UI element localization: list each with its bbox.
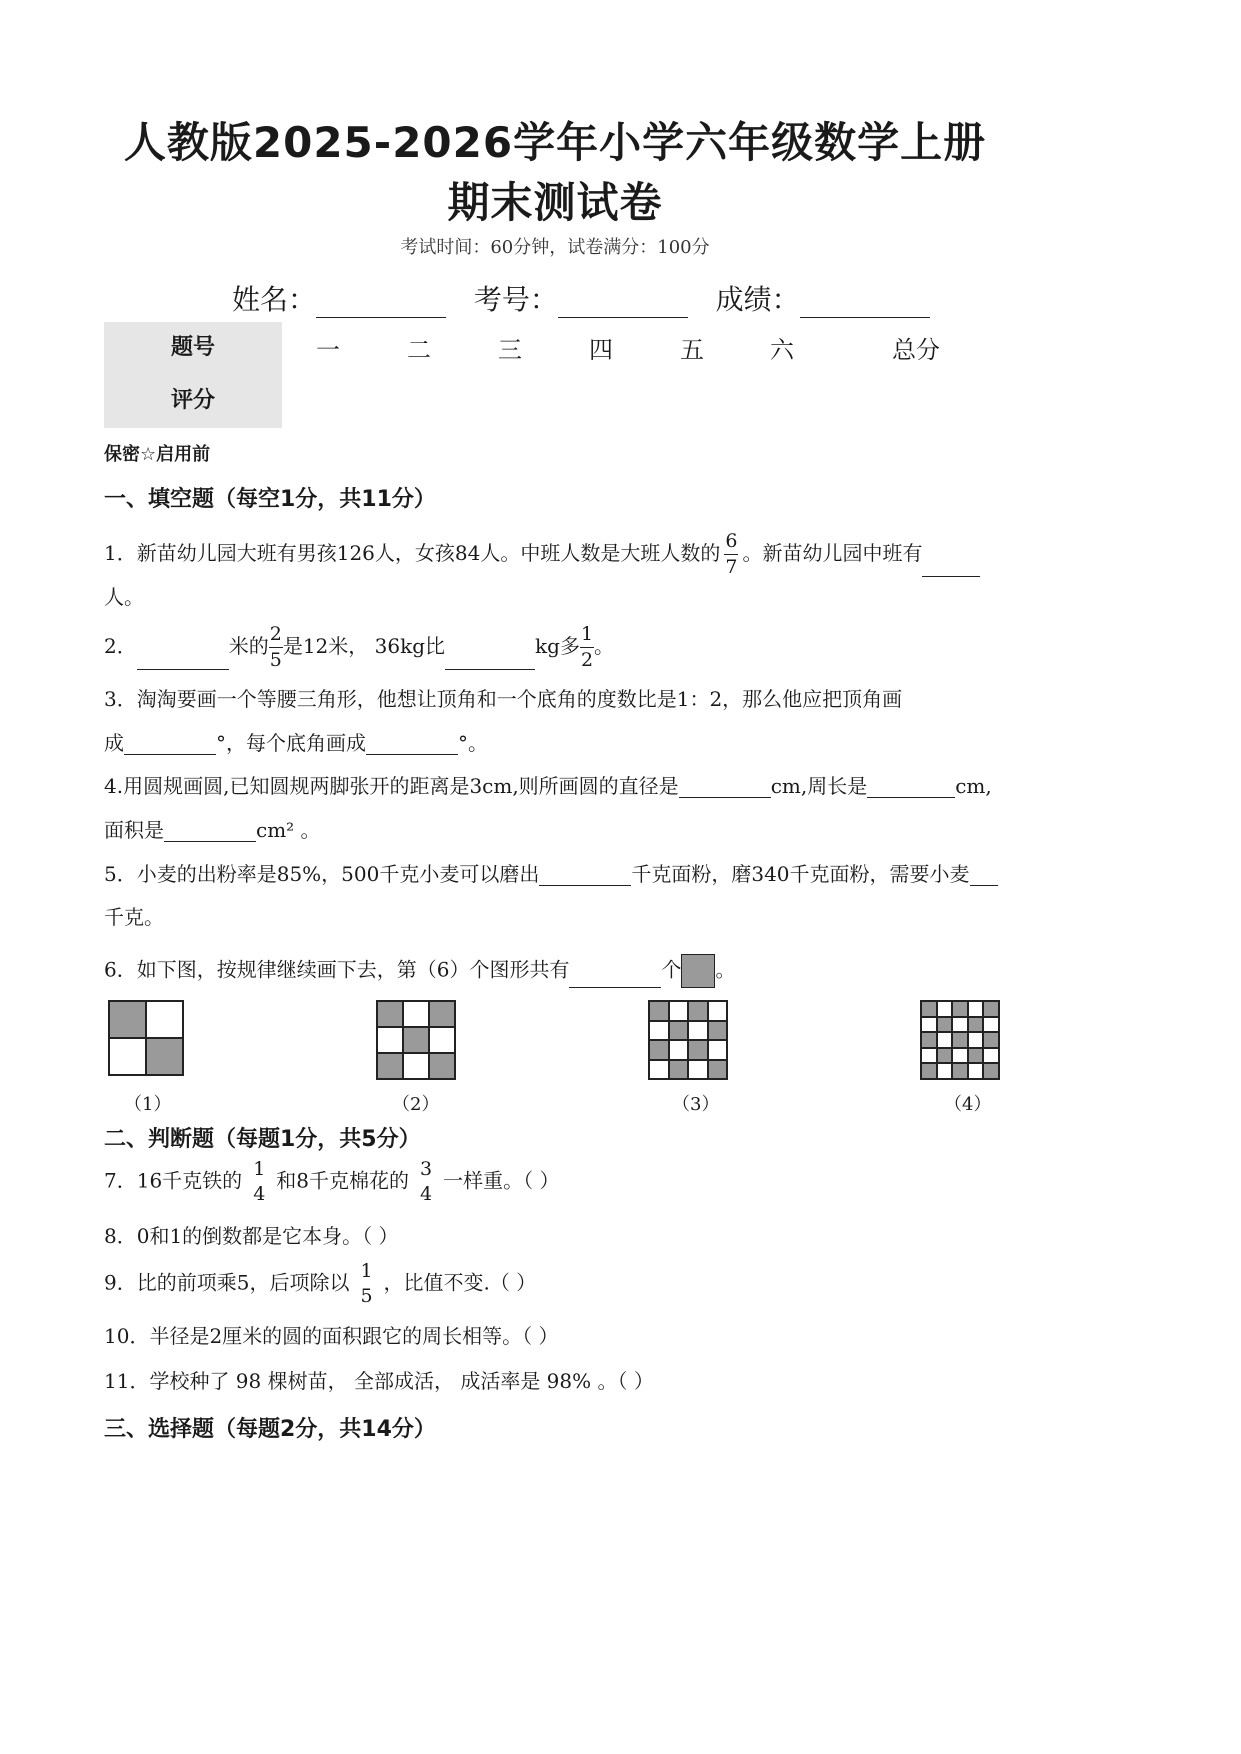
question-2 — [104, 625, 614, 670]
q7-text-b: 和8千克棉花的 — [276, 1168, 410, 1193]
q9-text-b: ，比值不变.（ ） — [383, 1270, 537, 1295]
q1-blank[interactable] — [922, 576, 980, 577]
q2-text-e: 。 — [594, 634, 615, 658]
q4-text-e: cm² 。 — [256, 818, 321, 842]
figure-caption-2: （2） — [392, 1094, 440, 1115]
q2-blank-2[interactable] — [445, 669, 535, 670]
exam-number-label: 考号： — [473, 283, 558, 316]
exam-title-line1: 人教版2025-2026学年小学六年级数学上册 — [123, 118, 987, 167]
question-3: 3．淘淘要画一个等腰三角形，他想让顶角和一个底角的度数比是1：2，那么他应把顶角画 — [104, 687, 903, 711]
q5-blank-1[interactable] — [539, 885, 631, 886]
question-8: 8．0和1的倒数都是它本身。（ ） — [104, 1224, 399, 1248]
figure-caption-4: （4） — [944, 1094, 992, 1115]
question-1 — [104, 532, 980, 577]
fraction-1-4: 1 4 — [253, 1158, 266, 1205]
fraction-1-5: 1 5 — [360, 1260, 373, 1307]
q2-text-d: kg多 — [535, 634, 580, 658]
q6-blank[interactable] — [569, 987, 661, 988]
section-1-heading: 一、填空题（每空1分，共11分） — [104, 487, 436, 512]
q4-text-a: 4.用圆规画圆,已知圆规两脚张开的距离是3cm,则所画圆的直径是 — [104, 774, 679, 798]
q5-text-b: 千克面粉，磨340千克面粉，需要小麦 — [631, 862, 970, 886]
q3-text-b: 成 — [104, 731, 124, 755]
question-1-cont: 人。 — [104, 585, 144, 609]
score-col-2: 二 — [407, 336, 431, 364]
question-11: 11．学校种了 98 棵树苗， 全部成活， 成活率是 98% 。（ ） — [104, 1369, 654, 1393]
score-col-5: 五 — [680, 336, 704, 364]
score-col-4: 四 — [589, 336, 613, 364]
q5-blank-2[interactable] — [970, 885, 998, 886]
q1-text: 1．新苗幼儿园大班有男孩126人，女孩84人。中班人数是大班人数的 — [104, 541, 721, 565]
student-info-row — [232, 278, 930, 318]
name-blank[interactable] — [316, 317, 446, 318]
section-2-heading: 二、判断题（每题1分，共5分） — [104, 1127, 421, 1152]
score-label: 成绩： — [715, 283, 800, 316]
question-4-cont — [104, 818, 321, 842]
q2-num: 2． — [104, 634, 137, 658]
score-col-3: 三 — [498, 336, 522, 364]
q7-text-a: 7．16千克铁的 — [104, 1168, 243, 1193]
pattern-figure-3 — [648, 1000, 728, 1080]
q2-text-b: 米的 — [228, 634, 269, 658]
score-col-1: 一 — [316, 336, 340, 364]
q4-text-d: 面积是 — [104, 818, 164, 842]
gray-square-icon — [681, 954, 715, 988]
q4-text-b: cm,周长是 — [770, 774, 868, 798]
figure-caption-3: （3） — [672, 1094, 720, 1115]
q4-text-c: cm, — [955, 774, 992, 798]
q7-text-c: 一样重。（ ） — [443, 1168, 560, 1193]
q6-text-b: 个 — [661, 957, 682, 982]
fraction-3-4: 3 4 — [420, 1158, 433, 1205]
score-col-total: 总分 — [892, 336, 940, 364]
exam-info: 考试时间：60分钟，试卷满分：100分 — [400, 237, 710, 258]
question-9 — [104, 1262, 536, 1306]
q1-text-b: 。新苗幼儿园中班有 — [742, 541, 923, 565]
q3-text-d: °。 — [458, 731, 488, 755]
secret-mark: 保密☆启用前 — [104, 444, 211, 465]
q3-text-c: °，每个底角画成 — [216, 731, 366, 755]
q4-blank-1[interactable] — [679, 797, 771, 798]
name-label: 姓名： — [232, 283, 317, 316]
q6-text-a: 6．如下图，按规律继续画下去，第（6）个图形共有 — [104, 957, 570, 982]
question-3-cont — [104, 731, 488, 755]
question-5-cont: 千克。 — [104, 905, 164, 929]
question-6 — [104, 954, 735, 988]
figure-caption-1: （1） — [124, 1094, 172, 1115]
fraction-6-7: $\frac{6}{7}$ — [725, 530, 738, 578]
score-table-row2-label: 评分 — [170, 388, 215, 413]
q3-blank-1[interactable] — [124, 754, 216, 755]
q4-blank-3[interactable] — [164, 841, 256, 842]
exam-title-line2: 期末测试卷 — [447, 178, 663, 227]
pattern-figure-2 — [376, 1000, 456, 1080]
q2-blank-1[interactable] — [137, 669, 229, 670]
question-10: 10．半径是2厘米的圆的面积跟它的周长相等。（ ） — [104, 1324, 559, 1348]
fraction-1-2: $\frac{1}{2}$ — [580, 623, 594, 671]
q4-blank-2[interactable] — [867, 797, 955, 798]
pattern-figure-4 — [920, 1000, 1000, 1080]
score-table-row1-label: 题号 — [170, 335, 215, 360]
score-col-6: 六 — [770, 336, 794, 364]
pattern-figure-1 — [108, 1000, 184, 1076]
q3-blank-2[interactable] — [366, 754, 458, 755]
exam-number-blank[interactable] — [558, 317, 688, 318]
question-5 — [104, 862, 998, 886]
fraction-2-5: $\frac{2}{5}$ — [269, 623, 282, 671]
q5-text-a: 5．小麦的出粉率是85%，500千克小麦可以磨出 — [104, 862, 540, 886]
question-4 — [104, 774, 992, 798]
section-3-heading: 三、选择题（每题2分，共14分） — [104, 1417, 436, 1442]
question-7 — [104, 1160, 559, 1204]
q6-text-c: 。 — [715, 957, 736, 982]
q2-text-c: 是12米， 36kg比 — [282, 634, 446, 658]
score-blank[interactable] — [800, 317, 930, 318]
q9-text-a: 9．比的前项乘5，后项除以 — [104, 1270, 350, 1295]
